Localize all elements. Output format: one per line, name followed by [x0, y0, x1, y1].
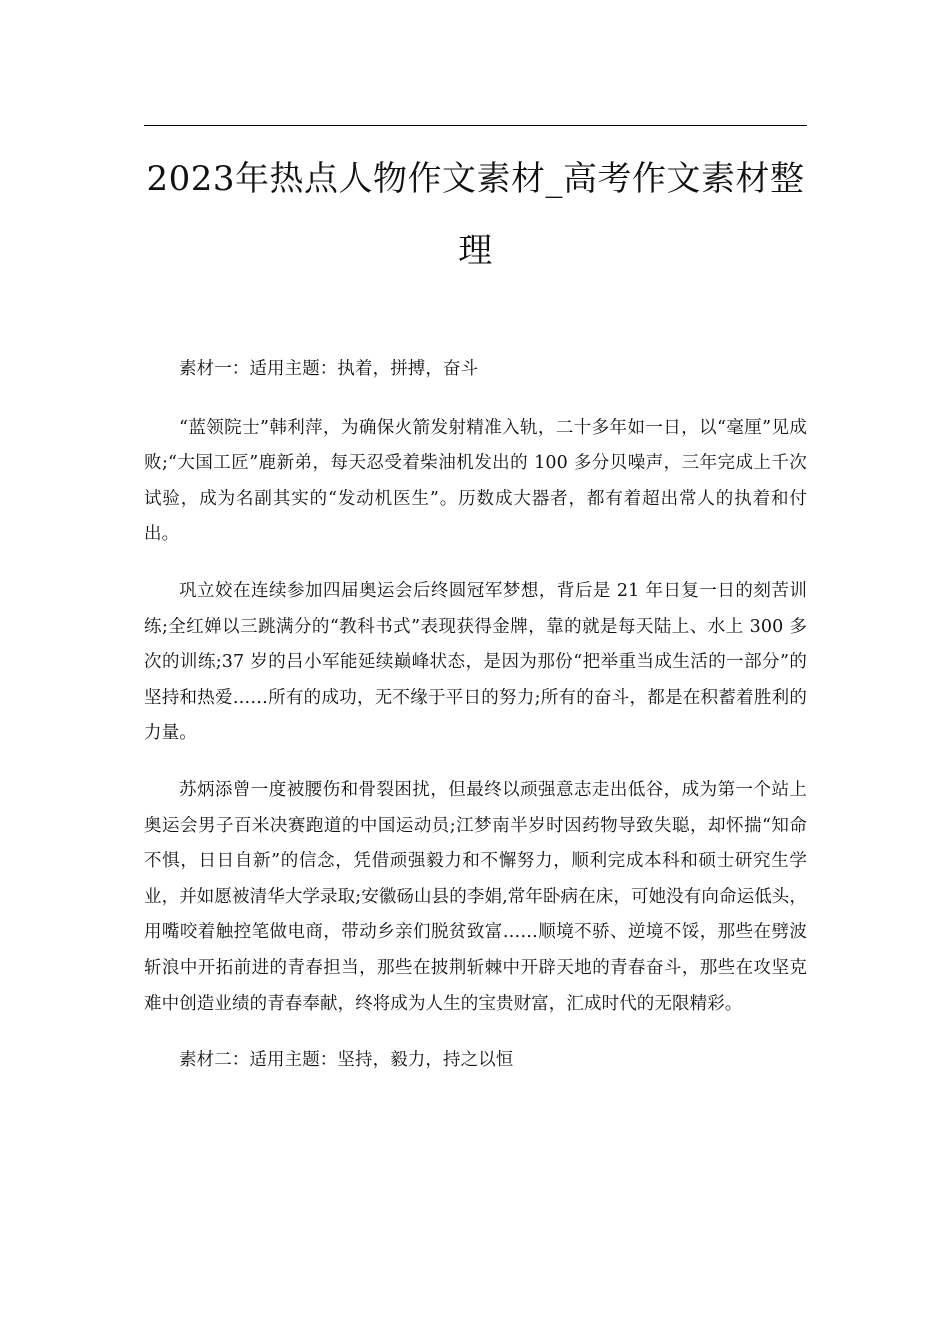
- document-body: [144, 352, 807, 1079]
- header-rule: [144, 125, 807, 126]
- section-1-paragraph-1: “蓝领院士”韩利萍，为确保火箭发射精准入轨，二十多年如一日，以“毫厘”见成败;“大国工匠”鹿新弟，每天忍受着柴油机发出的 100 多分贝噪声，三年完成上千次试验，成为名副其实的“发动机医生”。历数成大器者，都有着超出常人的执着和付出。: [144, 417, 807, 545]
- document-title: 2023年热点人物作文素材_高考作文素材整理: [146, 159, 805, 271]
- section-1-paragraph-3: 苏炳添曾一度被腰伤和骨裂困扰，但最终以顽强意志走出低谷，成为第一个站上奥运会男子百米决赛跑道的中国运动员;江梦南半岁时因药物导致失聪，却怀揣“知命不惧，日日自新”的信念，凭借顽强毅力和不懈努力，顺利完成本科和硕士研究生学业，并如愿被清华大学录取;安徽砀山县的李娟,常年卧病在床，可她没有向命运低头，用嘴咬着触控笔做电商，带动乡亲们脱贫致富……顺境不骄、逆境不馁，那些在劈波斩浪中开拓前进的青春担当，那些在披荆斩棘中开辟天地的青春奋斗，那些在攻坚克难中创造业绩的青春奉献，终将成为人生的宝贵财富，汇成时代的无限精彩。: [144, 779, 807, 1014]
- section-2-heading: 素材二：适用主题：坚持，毅力，持之以恒: [179, 1050, 514, 1071]
- section-1-heading: 素材一：适用主题：执着，拼搏，奋斗: [179, 359, 479, 379]
- section-1-paragraph-2: 巩立姣在连续参加四届奥运会后终圆冠军梦想，背后是 21 年日复一日的刻苦训练;全红婵以三跳满分的“教科书式”表现获得金牌，靠的就是每天陆上、水上 300 多次的训练;37 岁的吕小军能延续巅峰状态，是因为那份“把举重当成生活的一部分”的坚持和热爱……所有的成功，无不缘于平日的努力;所有的奋斗，都是在积蓄着胜利的力量。: [144, 580, 807, 744]
